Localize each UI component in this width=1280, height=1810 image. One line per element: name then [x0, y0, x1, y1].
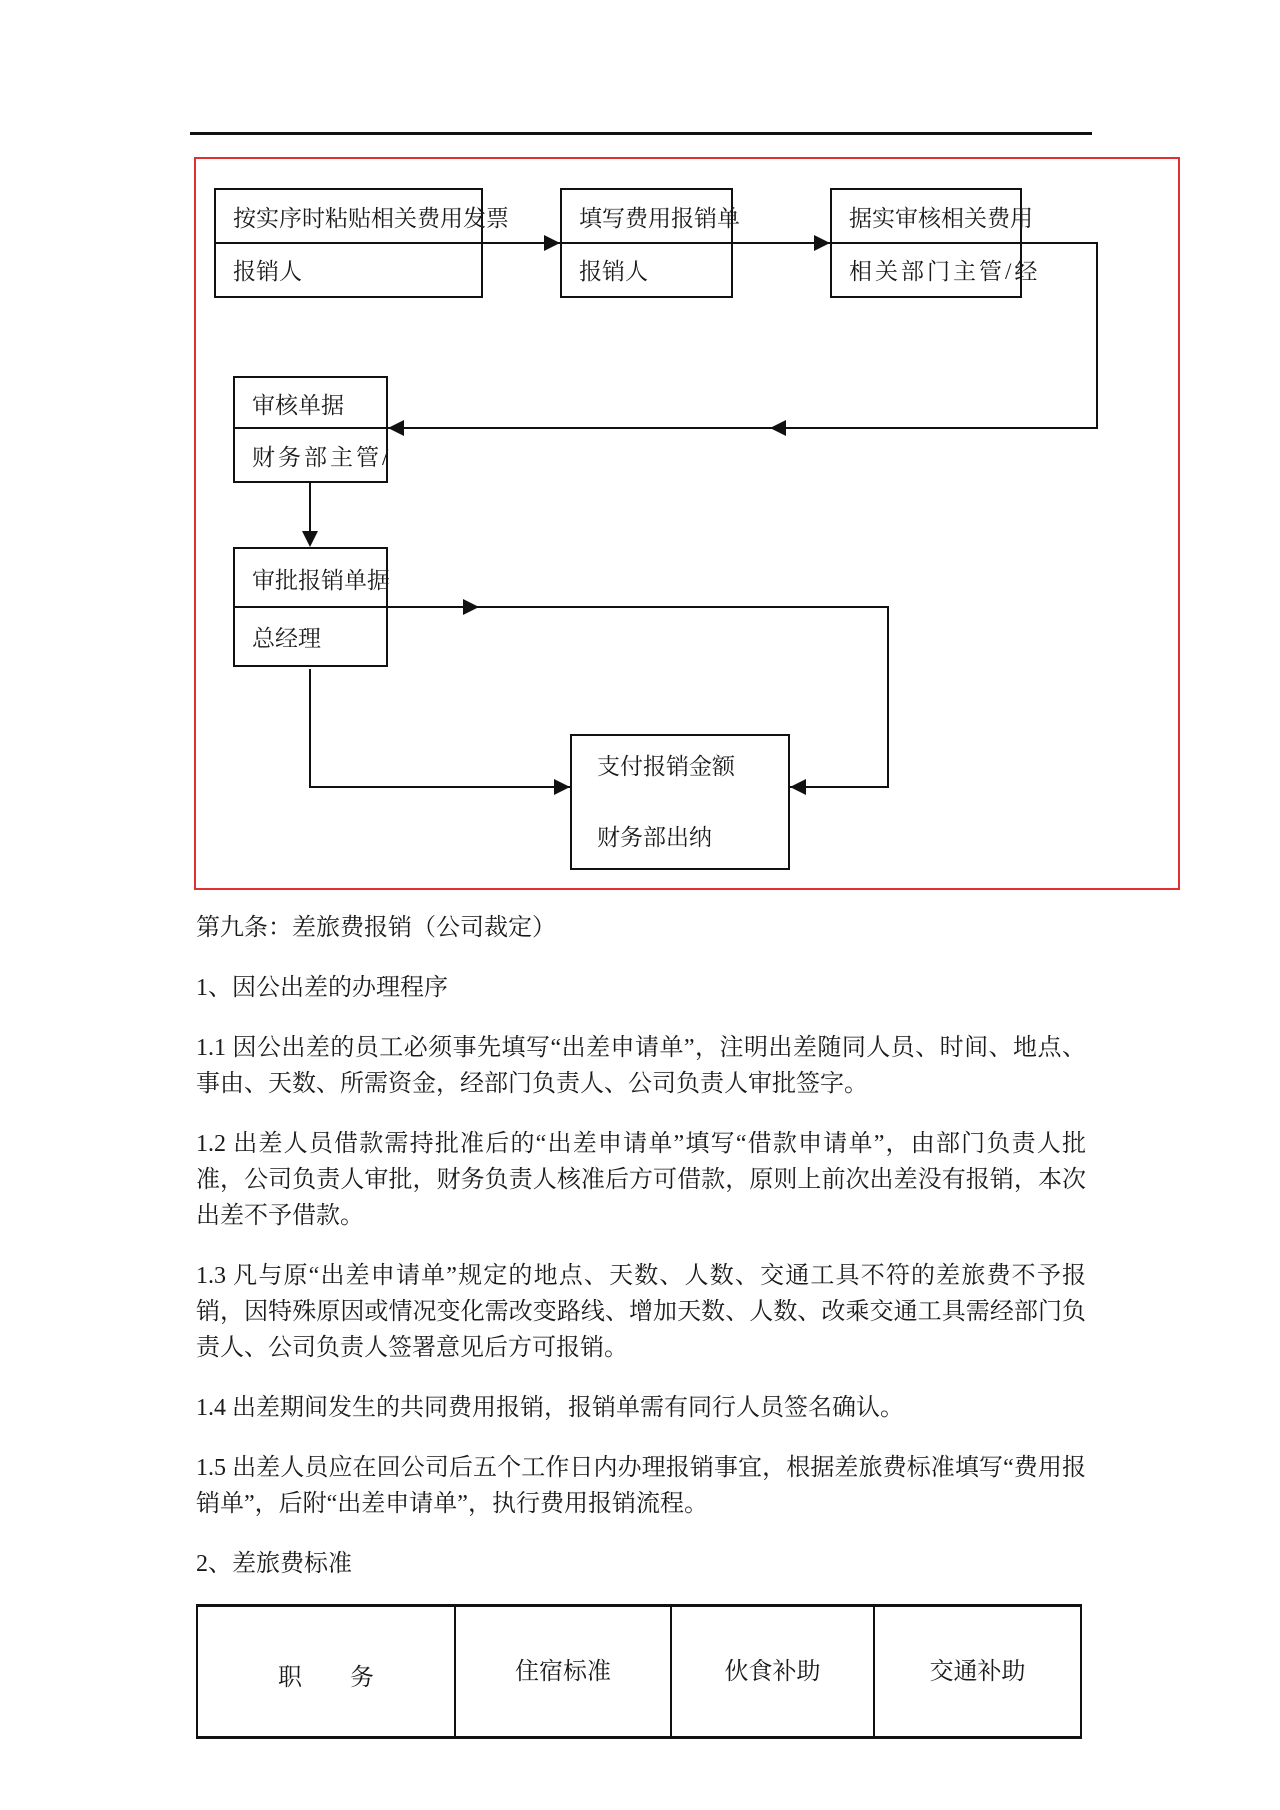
top-horizontal-rule: [190, 132, 1092, 135]
connector-segment: [309, 669, 311, 788]
flow-node-fill-expense-form: [560, 188, 740, 298]
flow-node-pay-amount: [570, 734, 790, 870]
arrow-right-icon: [554, 779, 570, 795]
travel-standards-table: [196, 1604, 1082, 1739]
header-cell-position: 职 务: [197, 1606, 455, 1738]
header-cell-transport: 交通补助: [874, 1606, 1081, 1738]
flow-node-label: 据实审核相关费用: [849, 206, 1033, 231]
flow-node-verify-expense: [830, 188, 1041, 298]
header-cell-meal: 伙食补助: [671, 1606, 874, 1738]
arrow-right-icon: [463, 599, 479, 615]
flow-node-label: 按实序时粘贴相关费用发票: [233, 206, 509, 231]
flow-node-label: 审批报销单据: [252, 567, 390, 593]
flow-node-paste-invoices: [214, 188, 509, 298]
paragraph: 2、差旅费标准: [196, 1551, 352, 1577]
paragraph: 1.1 因公出差的员工必须事先填写“出差申请单”，注明出差随同人员、时间、地点、事由、天数、所需资金，经部门负责人、公司负责人审批签字。: [196, 1035, 1086, 1097]
paragraph: 1.5 出差人员应在回公司后五个工作日内办理报销事宜，根据差旅费标准填写“费用报销单”，后附“出差申请单”，执行费用报销流程。: [196, 1455, 1086, 1517]
connector-segment: [309, 786, 570, 788]
flow-node-approve-documents: [233, 547, 388, 667]
flow-node-role: 报销人: [233, 259, 302, 284]
table-header-row: [197, 1606, 1081, 1738]
paragraph: 1.2 出差人员借款需持批准后的“出差申请单”填写“借款申请单”，由部门负责人批准，公司负责人审批，财务负责人核准后方可借款，原则上前次出差没有报销，本次出差不予借款。: [196, 1131, 1086, 1229]
flow-node-role: 相关部门主管/经: [849, 259, 1041, 284]
paragraph: 1.3 凡与原“出差申请单”规定的地点、天数、人数、交通工具不符的差旅费不予报销，因特殊原因或情况变化需改变路线、增加天数、人数、改乘交通工具需经部门负责人、公司负责人签署意见后方可报销。: [196, 1263, 1086, 1361]
paragraph: 1、因公出差的办理程序: [196, 975, 448, 1001]
arrow-down-icon: [302, 531, 318, 547]
connector-segment: [1096, 242, 1098, 429]
flow-node-role: 报销人: [579, 259, 648, 284]
arrow-left-icon: [770, 420, 786, 436]
paragraph: 1.4 出差期间发生的共同费用报销，报销单需有同行人员签名确认。: [196, 1395, 904, 1421]
flow-node-label: 支付报销金额: [597, 754, 735, 779]
flow-node-role: 财务部主管/: [252, 444, 392, 470]
arrow-left-icon: [790, 779, 806, 795]
flow-node-label: 填写费用报销单: [579, 206, 740, 231]
connector-segment: [887, 606, 889, 788]
section-heading: 第九条：差旅费报销（公司裁定）: [196, 915, 556, 941]
flow-node-role: 总经理: [252, 625, 321, 651]
arrow-right-icon: [544, 235, 560, 251]
document-body: [196, 910, 1086, 1739]
arrow-left-icon: [388, 420, 404, 436]
header-cell-lodging: 住宿标准: [455, 1606, 671, 1738]
flow-node-role: 财务部出纳: [597, 825, 712, 850]
arrow-right-icon: [814, 235, 830, 251]
flow-node-audit-documents: [233, 376, 392, 483]
flow-node-label: 审核单据: [252, 393, 344, 419]
